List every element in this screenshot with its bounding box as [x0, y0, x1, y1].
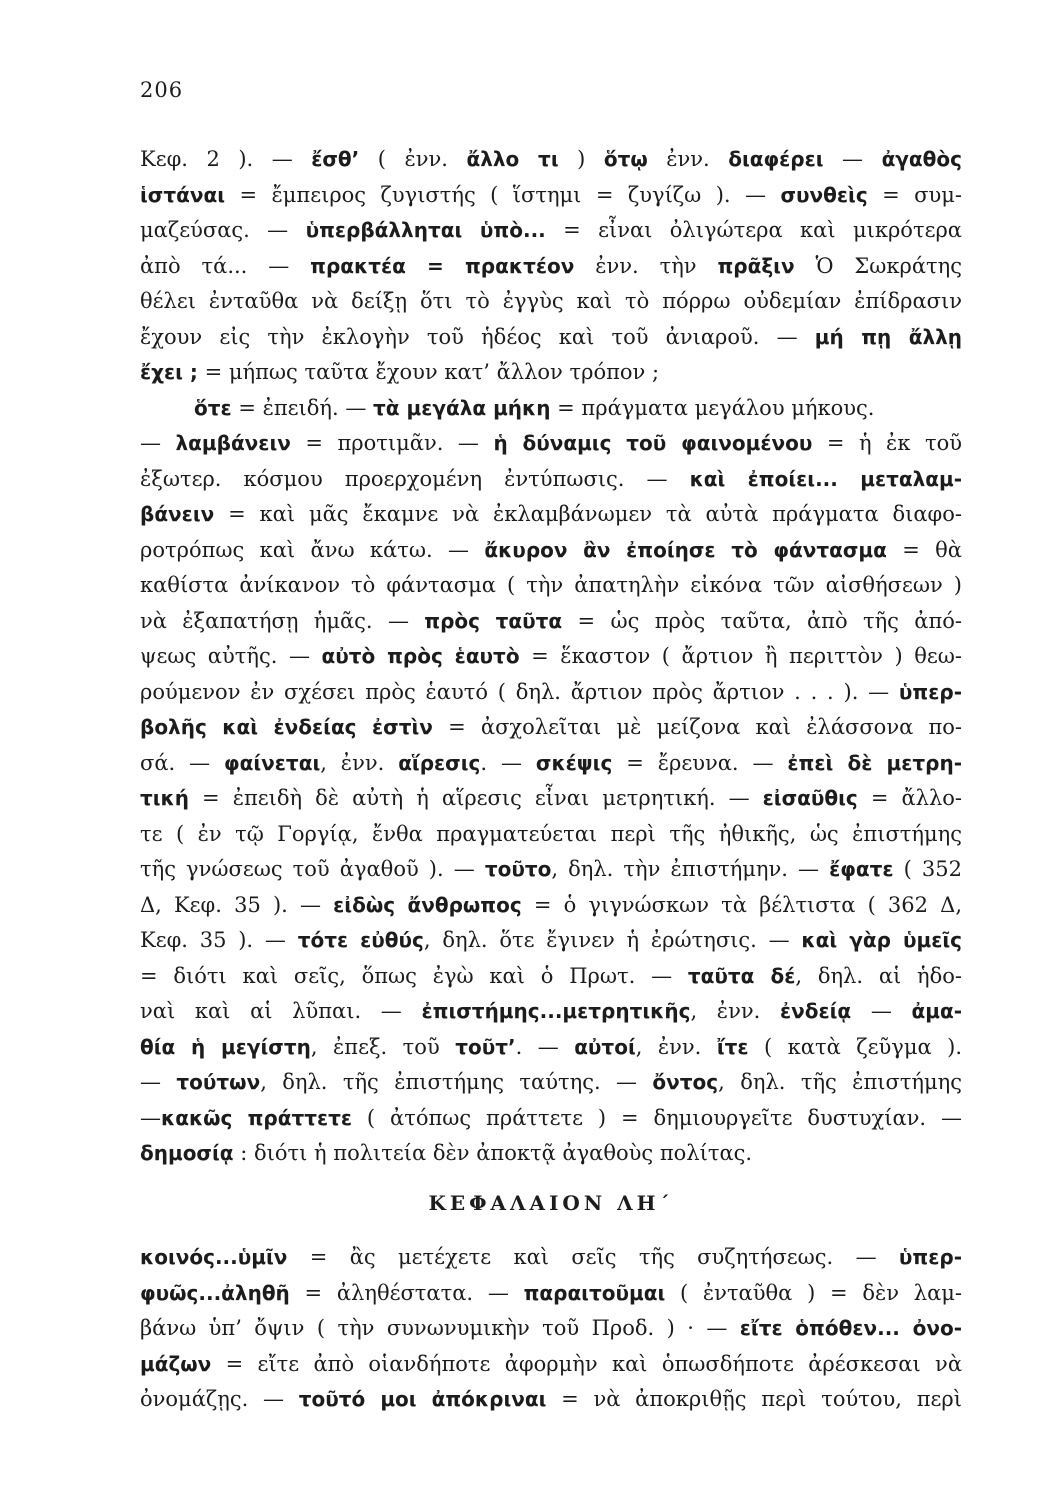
text-line [140, 888, 962, 924]
lemma-term: ἔχει ; [140, 360, 198, 384]
page-number: 206 [140, 78, 184, 102]
lemma-term: ἴτε [716, 1034, 749, 1059]
gloss-text: Κεφ. 35 ). — [140, 928, 298, 952]
gloss-text: , ἐπεξ. τοῦ [310, 1034, 456, 1059]
gloss-text: = εἴτε ἀπὸ οἱανδήποτε ἀφορμὴν καὶ ὁπωσδήποτε ἀρέσκεσαι νὰ [211, 1351, 962, 1376]
gloss-text: . — [515, 1034, 575, 1059]
text-line [140, 142, 962, 178]
lemma-term: ἄλλο τι [466, 147, 559, 171]
gloss-text: ἐνν. τὴν [574, 253, 718, 278]
gloss-text: καθίστα ἀνίκανον τὸ φάντασμα ( τὴν ἀπατηλὴν εἰκόνα τῶν αἰσθήσεων ) [140, 573, 962, 597]
lemma-term: αὐτὸ πρὸς ἑαυτὸ [321, 644, 520, 668]
lemma-term: ἐνδείᾳ [779, 999, 852, 1023]
lemma-term: εἴτε ὁπόθεν... ὀνο- [739, 1316, 962, 1340]
text-line [140, 710, 962, 746]
lemma-term: τοῦτό μοι ἀπόκριναι [298, 1387, 547, 1411]
gloss-text: . — [480, 750, 536, 775]
lemma-term: ὅτε [194, 395, 232, 420]
lemma-term: τοῦτ’ [455, 1034, 516, 1059]
gloss-text: = νὰ ἀποκριθῇς περὶ τούτου, περὶ [546, 1387, 962, 1411]
lemma-term: διαφέρει [728, 147, 824, 171]
gloss-text: ) [558, 147, 604, 171]
lemma-term: ἀμα- [911, 999, 962, 1023]
text-line [140, 1065, 962, 1101]
lemma-term: πρᾶξιν [717, 253, 795, 278]
lemma-term: ἀγαθὸς [881, 147, 962, 171]
text-line [140, 533, 962, 569]
gloss-text: = ἔρευνα. — [612, 750, 788, 775]
gloss-text: θέλει ἐνταῦθα νὰ δείξῃ ὅτι τὸ ἐγγὺς καὶ τὸ πόρρω οὐδεμίαν ἐπίδρασιν [140, 289, 962, 313]
lemma-term: ὑπερ- [898, 1245, 962, 1269]
gloss-text: = ἕκαστον ( ἄρτιον ἢ περιττὸν ) θεω- [519, 644, 962, 668]
text-line [140, 639, 962, 675]
text-line [140, 497, 962, 533]
text-line [140, 1240, 962, 1276]
lemma-term: καὶ ἐποίει... μεταλαμ- [689, 466, 962, 491]
text-line [140, 604, 962, 640]
gloss-text: : διότι ἡ πολιτεία δὲν ἀποκτᾷ ἀγαθοὺς πολίτας. [233, 1141, 753, 1165]
text-line [140, 1101, 962, 1137]
lemma-term: τούτων [176, 1070, 261, 1094]
lemma-term: φαίνεται [224, 750, 321, 775]
text-line [140, 852, 962, 888]
gloss-text: = προτιμᾶν. — [290, 431, 494, 455]
gloss-text: , ἐνν. [320, 750, 399, 775]
gloss-text: τε ( ἐν τῷ Γοργίᾳ, ἔνθα πραγματεύεται περὶ τῆς ἠθικῆς, ὡς ἐπιστήμης [140, 821, 962, 846]
lemma-term: ἔφατε [829, 857, 894, 881]
text-line [140, 391, 962, 427]
lemma-term: βάνειν [140, 502, 215, 526]
lemma-term: εἰσαῦθις [762, 786, 858, 810]
text-line [140, 462, 962, 498]
gloss-text: ἔχουν εἰς τὴν ἐκλογὴν τοῦ ἡδέος καὶ τοῦ ἀνιαροῦ. — [140, 324, 815, 349]
lemma-term: φυῶς...ἀληθῆ [140, 1280, 290, 1305]
text-line [140, 923, 962, 959]
gloss-text: ( ἐνταῦθα ) = δὲν λαμ- [665, 1280, 962, 1305]
gloss-text: ( κατὰ ζεῦγμα ). [748, 1034, 962, 1059]
gloss-text: Ὁ Σωκράτης [794, 253, 962, 278]
gloss-text: , ἐνν. [690, 999, 780, 1023]
lemma-term: θία ἡ μεγίστη [140, 1034, 311, 1059]
lemma-term: τική [140, 786, 190, 810]
gloss-text: = ὡς πρὸς ταῦτα, ἀπὸ τῆς ἀπό- [562, 608, 962, 633]
text-line [140, 1382, 962, 1418]
text-line [140, 994, 962, 1030]
lemma-term: πρακτέα = πρακτέον [310, 253, 575, 278]
lemma-term: βολῆς καὶ ἐνδείας ἐστὶν [140, 715, 433, 739]
lemma-term: μάζων [140, 1351, 212, 1376]
gloss-text: — [140, 431, 176, 455]
gloss-text: ἐνν. [647, 147, 729, 171]
lemma-term: τότε εὐθύς [297, 928, 424, 952]
lemma-term: πρὸς ταῦτα [424, 608, 563, 633]
lemma-term: ἄκυρον ἂν ἐποίησε τὸ φάντασμα [484, 537, 887, 562]
gloss-text: , ἐνν. [635, 1034, 717, 1059]
lemma-term: ἡ δύναμις τοῦ φαινομένου [493, 431, 813, 455]
gloss-text: τῆς γνώσεως τοῦ ἀγαθοῦ ). — [140, 857, 485, 881]
lemma-term: ταῦτα δέ [687, 963, 796, 988]
text-line [140, 1030, 962, 1066]
gloss-text: = ἐπειδή. — [231, 395, 374, 420]
gloss-text: , δηλ. τῆς ἐπιστήμης [718, 1070, 962, 1094]
gloss-text: = θὰ [886, 537, 962, 562]
text-line [140, 284, 962, 320]
gloss-text: ψεως αὐτῆς. — [140, 644, 322, 668]
gloss-text: = πράγματα μεγάλου μήκους. [550, 395, 875, 420]
gloss-text: = ἡ ἐκ τοῦ [812, 431, 962, 455]
gloss-text: = συμ- [867, 182, 962, 207]
text-line [140, 959, 962, 995]
lemma-term: ἐπεὶ δὲ μετρη- [787, 750, 962, 775]
text-line [140, 320, 962, 356]
lemma-term: ὄντος [652, 1070, 719, 1094]
text-line [140, 1347, 962, 1383]
gloss-text: = ὁ γιγνώσκων τὰ βέλτιστα ( 362 Δ, [521, 892, 962, 917]
gloss-text: ( ἀτόπως πράττετε ) = δημιουργεῖτε δυστυχίαν. — [352, 1105, 962, 1130]
gloss-text: — [140, 1070, 177, 1094]
text-line [140, 213, 962, 249]
gloss-text: , δηλ. αἱ ἡδο- [795, 963, 962, 988]
lemma-term: μή πῃ ἄλλῃ [814, 324, 962, 349]
gloss-text: ( 352 [893, 857, 962, 881]
lemma-term: καὶ γὰρ ὑμεῖς [801, 928, 962, 952]
gloss-text: νὰ ἐξαπατήσῃ ἡμᾶς. — [140, 608, 425, 633]
text-line [140, 426, 962, 462]
gloss-text: ὀνομάζῃς. — [140, 1387, 299, 1411]
text-line [140, 817, 962, 853]
gloss-text: βάνω ὑπ’ ὄψιν ( τὴν συνωνυμικὴν τοῦ Προδ. ) · — [140, 1316, 740, 1340]
gloss-text: = ἂς μετέχετε καὶ σεῖς τῆς συζητήσεως. — [287, 1245, 899, 1269]
text-line [140, 1311, 962, 1347]
gloss-text: μαζεύσας. — [140, 218, 306, 242]
gloss-text: = μήπως ταῦτα ἔχουν κατ’ ἄλλον τρόπον ; [197, 360, 660, 384]
gloss-text: Κεφ. 2 ). — [140, 147, 312, 171]
gloss-text: Δ, Κεφ. 35 ). — [140, 892, 334, 917]
text-line [140, 1276, 962, 1312]
text-line [140, 355, 962, 391]
gloss-text: = ἄλλο- [857, 786, 962, 810]
gloss-text: = καὶ μᾶς ἔκαμνε νὰ ἐκλαμβάνωμεν τὰ αὐτὰ πράγματα διαφο- [214, 502, 962, 526]
text-line [140, 675, 962, 711]
gloss-text: — [823, 147, 882, 171]
lemma-term: ἔσθ’ [311, 147, 360, 171]
gloss-text: , δηλ. τὴν ἐπιστήμην. — [551, 857, 830, 881]
commentary-section-a [140, 142, 962, 1172]
lemma-term: αὐτοί [574, 1034, 636, 1059]
gloss-text: ναὶ καὶ αἱ λῦπαι. — [140, 999, 422, 1023]
lemma-term: τὰ μεγάλα μήκη [373, 395, 551, 420]
lemma-term: κακῶς πράττετε [161, 1105, 353, 1130]
lemma-term: λαμβάνειν [175, 431, 291, 455]
gloss-text: = ἀσχολεῖται μὲ μείζονα καὶ ἐλάσσονα πο- [432, 715, 962, 739]
lemma-term: συνθεὶς [780, 182, 868, 207]
lemma-term: κοινός...ὑμῖν [140, 1245, 288, 1269]
gloss-text: ροτρόπως καὶ ἄνω κάτω. — [140, 537, 485, 562]
lemma-term: ἐπιστήμης...μετρητικῆς [421, 999, 691, 1023]
text-line [140, 746, 962, 782]
gloss-text: — [851, 999, 912, 1023]
gloss-text: = διότι καὶ σεῖς, ὅπως ἐγὼ καὶ ὁ Πρωτ. — [140, 963, 688, 988]
lemma-term: εἰδὼς ἄνθρωπος [333, 892, 522, 917]
gloss-text: = ἀληθέστατα. — [289, 1280, 524, 1305]
text-line [140, 249, 962, 285]
text-line [140, 1136, 962, 1172]
lemma-term: ὅτῳ [603, 147, 648, 171]
lemma-term: σκέψις [535, 750, 613, 775]
gloss-text: = ἐπειδὴ δὲ αὐτὴ ἡ αἵρεσις εἶναι μετρητική. — [189, 786, 763, 810]
gloss-text: ἀπὸ τά... — [140, 253, 311, 278]
lemma-term: ὑπερβάλληται ὑπὸ... [305, 218, 546, 242]
text-line [140, 568, 962, 604]
gloss-text: σά. — [140, 750, 224, 775]
lemma-term: αἵρεσις [398, 750, 481, 775]
commentary-section-b [140, 1240, 962, 1418]
text-line [140, 781, 962, 817]
gloss-text: , δηλ. τῆς ἐπιστήμης ταύτης. — [260, 1070, 653, 1094]
lemma-term: δημοσίᾳ [140, 1141, 234, 1165]
lemma-term: παραιτοῦμαι [523, 1280, 666, 1305]
gloss-text: — [140, 1105, 161, 1130]
text-line [140, 178, 962, 214]
gloss-text: = εἶναι ὀλιγώτερα καὶ μικρότερα [545, 218, 962, 242]
chapter-heading: ΚΕΦΑΛΑΙΟΝ ΛΗ΄ [428, 1191, 674, 1215]
lemma-term: τοῦτο [484, 857, 552, 881]
gloss-text: ( ἐνν. [359, 147, 467, 171]
gloss-text: = ἔμπειρος ζυγιστής ( ἵστημι = ζυγίζω ). — [225, 182, 781, 207]
gloss-text: , δηλ. ὅτε ἔγινεν ἡ ἐρώτησις. — [423, 928, 802, 952]
gloss-text: ἐξωτερ. κόσμου προερχομένη ἐντύπωσις. — [140, 466, 690, 491]
lemma-term: ὑπερ- [898, 679, 962, 704]
lemma-term: ἱστάναι [140, 182, 226, 207]
gloss-text: ρούμενον ἐν σχέσει πρὸς ἑαυτό ( δηλ. ἄρτιον πρὸς ἄρτιον . . . ). — [140, 679, 899, 704]
